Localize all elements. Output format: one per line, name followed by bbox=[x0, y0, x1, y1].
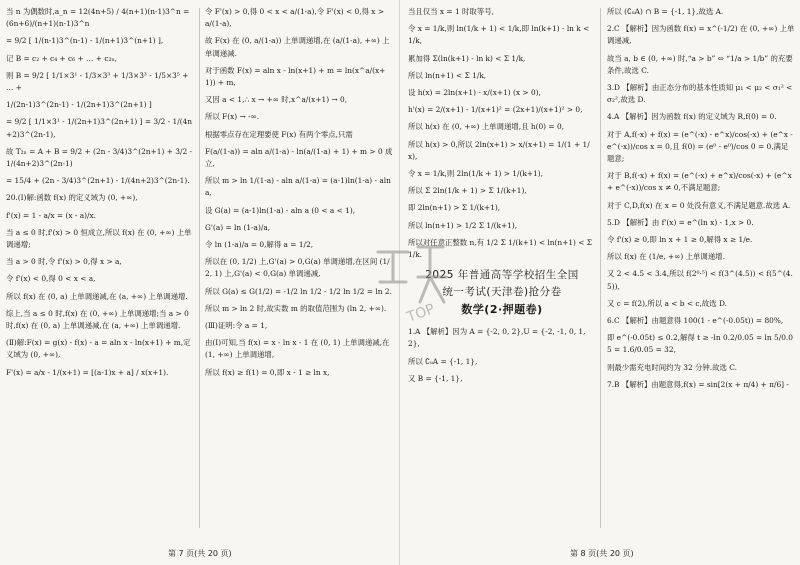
text-line: 对于 C,D,f(x) 在 x = 0 处没有意义,不满足题意.故选 A. bbox=[607, 200, 791, 210]
text-line: 设 h(x) = 2ln(x+1) - x/(x+1) (x > 0), bbox=[408, 88, 541, 98]
exam-title-line-2: 统一考试(天津卷)抢分卷 bbox=[442, 286, 562, 299]
text-line: 即 e^(-0.05t) ≤ 0.2,解得 t ≥ -ln 0.2/0.05 = ln 5/0.05 = 1.6/0.05 = 32, bbox=[607, 333, 793, 355]
text-line: 所以 Σ 2ln(1/k + 1) > Σ 1/(k+1), bbox=[408, 186, 527, 196]
text-line: 由(Ⅰ)可知,当 f(x) = x - ln x - 1 在 (0, 1) 上单调递减,在 (1, +∞) 上单调递增, bbox=[205, 338, 390, 360]
text-line: = 9/2 [ 1/1×3¹ - 1/(2n+1)3^(2n+1) ] = 3/2 - 1/(4n+2)3^(2n-1), bbox=[6, 117, 193, 139]
text-line: f'(x) = 1 - a/x = (x - a)/x. bbox=[6, 210, 96, 220]
text-line: 所以在 (0, 1/2) 上,G'(a) > 0,G(a) 单调递增,在区间 (1/2, 1) 上,G'(a) < 0,G(a) 单调递减, bbox=[205, 257, 390, 279]
text-line: F(a/(1-a)) = aln a/(1-a) - ln(a/(1-a) + 1) + m > 0 成立, bbox=[205, 146, 393, 169]
text-line: 所以 G(a) ≤ G(1/2) = -1/2 ln 1/2 - 1/2 ln 1/2 = ln 2. bbox=[205, 286, 392, 296]
text-line: 令 x = 1/k,则 2ln(1/k + 1) > 1/(k+1), bbox=[408, 169, 543, 179]
text-line: 故 F(x) 在 (0, a/(1-a)) 上单调递增,在 (a/(1-a), +∞) 上单调递减. bbox=[205, 36, 390, 58]
text-line: 所以 ln(n+1) > 1/2 Σ 1/(k+1), bbox=[408, 220, 518, 230]
text-line: = 15/4 + (2n - 3/4)3^(2n+1) - 1/(4n+2)3^(2n-1). bbox=[6, 176, 190, 186]
text-line: 当且仅当 x = 1 时取等号, bbox=[408, 7, 494, 16]
text-line: 所以 f(x) 在 (1/e, +∞) 上单调递增. bbox=[607, 252, 725, 262]
text-line: 当 n 为偶数时,a_n = 12(4n+5) / 4(n+1)(n-1)3^n = (6n+6)/(n+1)(n-1)3^n bbox=[6, 7, 190, 29]
text-line: 又 2 < 4.5 < 3.4,所以 f(2⁰·⁵) < f(3^(4.5)) < f(5^(4.5)), bbox=[607, 269, 793, 291]
text-line: 故当 a, b ∈ (0, +∞) 时,“a > b” ⇔ “1/a > 1/b” 的充要条件,故选 C. bbox=[607, 53, 793, 75]
text-line: 2.C 【解析】因为函数 f(x) = x^(-1/2) 在 (0, +∞) 上单调递减, bbox=[607, 24, 795, 46]
text-line: 故 T₂ₙ = A + B = 9/2 + (2n - 3/4)3^(2n+1) + 3/2 - 1/(4n+2)3^(2n-1) bbox=[6, 146, 193, 169]
text-line: 即 2ln(n+1) > Σ 1/(k+1), bbox=[408, 203, 501, 213]
right-page bbox=[400, 0, 800, 565]
text-line: 所以 ln(n+1) < Σ 1/k, bbox=[408, 70, 487, 80]
text-line: 1/(2n-1)3^(2n-1) - 1/(2n+1)3^(2n+1) ] bbox=[6, 100, 152, 110]
text-line: 所以 h(x) > 0,所以 2ln(x+1) > x/(x+1) = 1/(1 + 1/x), bbox=[408, 139, 590, 161]
text-line: 综上,当 a ≤ 0 时,f(x) 在 (0, +∞) 上单调递增;当 a > 0 时,f(x) 在 (0, a) 上单调递减,在 (a, +∞) 上单调递增. bbox=[6, 308, 189, 331]
text-line: 则最少需充电时间约为 32 分钟.故选 C. bbox=[607, 362, 738, 372]
text-line: 所以 f(x) 在 (0, a) 上单调递减,在 (a, +∞) 上单调递增. bbox=[6, 291, 188, 301]
exam-title-line-1: 2025 年普通高等学校招生全国 bbox=[425, 269, 579, 282]
answer-column-2 bbox=[205, 6, 393, 531]
svg-text:TOP: TOP bbox=[405, 301, 437, 326]
exam-subject-title: 数学(2·押题卷) bbox=[461, 303, 543, 317]
question-heading: 20.(Ⅰ)解:函数 f(x) 的定义域为 (0, +∞), bbox=[6, 193, 138, 203]
text-line: 令 f'(x) < 0,得 0 < x < a, bbox=[6, 274, 96, 284]
text-line: 根据零点存在定理要使 F(x) 有两个零点,只需 bbox=[205, 129, 353, 139]
text-line: 令 f'(x) ≥ 0,即 ln x + 1 ≥ 0,解得 x ≥ 1/e. bbox=[607, 235, 753, 245]
text-line: 所以 f(x) ≥ f(1) = 0,即 x - 1 ≥ ln x, bbox=[205, 367, 330, 377]
page-footer: 第 7 页(共 20 页) bbox=[168, 549, 232, 558]
text-line: h'(x) = 2/(x+1) - 1/(x+1)² = (2x+1)/(x+1)² > 0, bbox=[408, 105, 583, 115]
text-line: G'(a) = ln (1-a)/a, bbox=[205, 222, 271, 232]
text-line: 1.A 【解析】因为 A = {-2, 0, 2},U = {-2, -1, 0, 1, 2}, bbox=[408, 327, 586, 349]
text-line: 7.B 【解析】由题意得,f(x) = sin[2(x + π/4) + π/6] - bbox=[607, 379, 789, 389]
exam-title-block bbox=[408, 267, 596, 318]
text-line: 所以 F(x) → -∞. bbox=[205, 112, 260, 122]
text-line: 4.A 【解析】因为函数 f(x) 的定义域为 R,f(0) = 0. bbox=[607, 112, 777, 122]
text-line: 所以 m > ln 1/(1-a) - aln a/(1-a) = (a-1)ln(1-a) - aln a, bbox=[205, 176, 391, 198]
answer-column-3 bbox=[408, 6, 596, 531]
text-line: 则 B = 9/2 [ 1/1×3¹ - 1/3×3³ + 1/3×3³ - 1/5×3⁵ + … + bbox=[6, 70, 189, 93]
text-line: 又 B = {-1, 1}, bbox=[408, 373, 463, 383]
text-line: 令 x = 1/k,则 ln(1/k + 1) < 1/k,即 ln(k+1) - ln k < 1/k, bbox=[408, 24, 590, 46]
text-line: 当 a ≤ 0 时,f'(x) > 0 恒成立,所以 f(x) 在 (0, +∞) 上单调递增; bbox=[6, 227, 192, 250]
text-line: 所以 h(x) 在 (0, +∞) 上单调递增,且 h(0) = 0, bbox=[408, 122, 564, 132]
text-line: 对于 A,f(-x) + f(x) = (e^(-x) - e^x)/cos(-x) + (e^x - e^(-x))/cos x = 0,且 f(0) = (e⁰ - e⁰)/cos 0 = 0,满足题意; bbox=[607, 129, 793, 164]
text-line: 6.C 【解析】由题意得 100(1 - e^(-0.05t)) = 80%, bbox=[607, 316, 784, 326]
text-line: 对于 B,f(-x) + f(x) = (e^(-x) + e^x)/cos(-x) + (e^x + e^(-x))/cos x ≠ 0,不满足题意; bbox=[607, 171, 792, 193]
column-divider bbox=[600, 8, 601, 528]
column-divider bbox=[199, 8, 200, 528]
answer-column-4 bbox=[607, 6, 795, 531]
text-line: (Ⅱ)解:F(x) = g(x) - f(x) - a = aln x - ln(x+1) + m,定义域为 (0, +∞), bbox=[6, 338, 191, 360]
text-line: 设 G(a) = (a-1)ln(1-a) - aln a (0 < a < 1), bbox=[205, 205, 356, 215]
text-line: 令 ln (1-a)/a = 0,解得 a = 1/2, bbox=[205, 240, 314, 250]
text-line: 记 B = c₂ + c₄ + c₆ + … + c₂ₙ, bbox=[6, 53, 117, 63]
text-line: 所以 m > ln 2 时,故实数 m 的取值范围为 (ln 2, +∞). bbox=[205, 303, 387, 313]
text-line: 当 a > 0 时,令 f'(x) > 0,得 x > a, bbox=[6, 257, 122, 267]
text-line: 5.D 【解析】由 f'(x) = e^(ln x) - 1,x > 0. bbox=[607, 217, 754, 227]
page-footer: 第 8 页(共 20 页) bbox=[570, 549, 634, 558]
text-line: 3.D 【解析】由正态分布的基本性质知 μ₁ < μ₂ < σ₁² < σ₂²,故选 D. bbox=[607, 83, 793, 105]
text-line: 累加得 Σ(ln(k+1) - ln k) < Σ 1/k, bbox=[408, 53, 526, 63]
text-line: 所以 (∁ᵤA) ∩ B = {-1, 1},故选 A. bbox=[607, 7, 724, 16]
text-line: 对于函数 F(x) = aln x - ln(x+1) + m = ln(x^a/(x+1)) + m, bbox=[205, 65, 386, 88]
text-line: F'(x) = a/x - 1/(x+1) = [(a-1)x + a] / x(x+1). bbox=[6, 367, 169, 377]
text-line: 所以对任意正整数 n,有 1/2 Σ 1/(k+1) < ln(n+1) < Σ 1/k. bbox=[408, 237, 593, 260]
text-line: 令 F'(x) > 0,得 0 < x < a/(1-a),令 F'(x) < 0,得 x > a/(1-a), bbox=[205, 7, 385, 29]
answer-column-1 bbox=[6, 6, 194, 531]
text-line: 又因 a < 1,∴ x → +∞ 时,x^a/(x+1) → 0, bbox=[205, 95, 348, 105]
text-line: 又 c = f(2),所以 a < b < c,故选 D. bbox=[607, 298, 728, 308]
text-line: = 9/2 [ 1/(n-1)3^(n-1) - 1/(n+1)3^(n+1) ], bbox=[6, 36, 164, 46]
text-line: 所以 ∁ᵤA = {-1, 1}, bbox=[408, 356, 478, 366]
text-line: (Ⅲ)证明:令 a = 1, bbox=[205, 321, 268, 331]
